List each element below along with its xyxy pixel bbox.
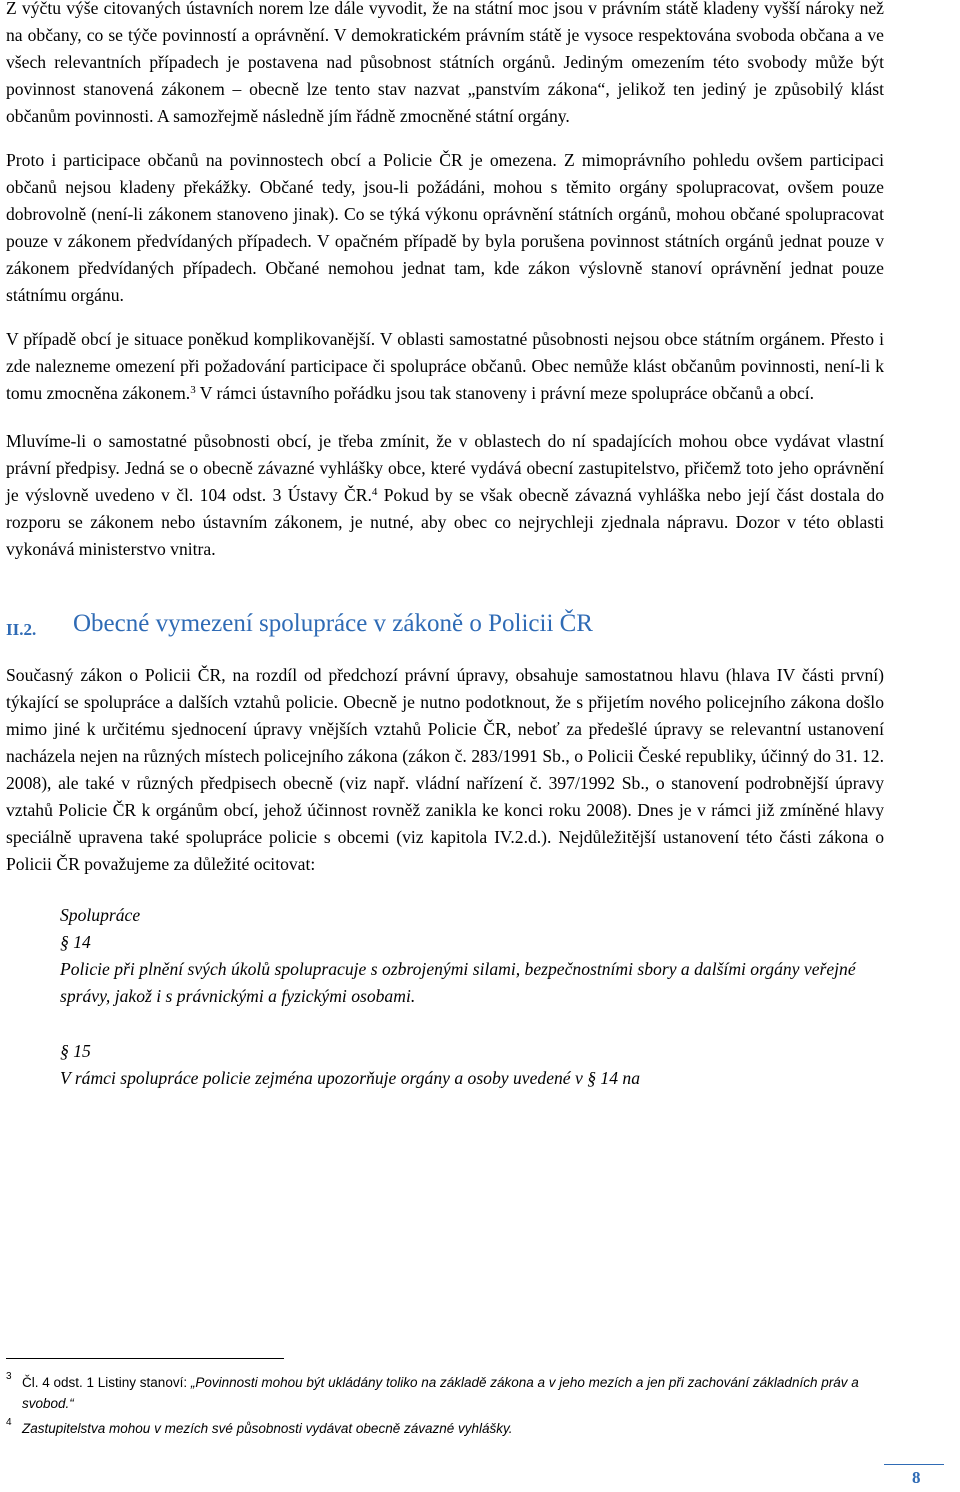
footnote-3-text-a: Čl. 4 odst. 1 Listiny stanoví: [22, 1375, 191, 1390]
footnote-ref-3[interactable]: 3 [190, 384, 196, 396]
paragraph-3-part-b: V rámci ústavního pořádku jsou tak stanoveny i právní meze spolupráce občanů a obcí. [195, 383, 815, 403]
footnote-3 [6, 1372, 886, 1414]
paragraph-4 [6, 428, 884, 563]
paragraph-3 [6, 326, 884, 407]
paragraph-5: Současný zákon o Policii ČR, na rozdíl od předchozí právní úpravy, obsahuje samostatnou hlavu (hlava IV části první) týkající se spolupráce a dalších vztahů policie. Obecně je nutno podotknout, že s přijetím nového policejního zákona došlo mimo jiné k určitému sjednocení úpravy vnějších vztahů Policie ČR, neboť za předešlé úpravy se relevantní ustanovení nacházela nejen na různých místech policejního zákona (zákon č. 283/1991 Sb., o Policii České republiky, účinný do 31. 12. 2008), ale také v různých předpisech obecně (viz např. vládní nařízení č. 397/1992 Sb., o stanovení podrobnější úpravy vztahů Policie ČR k orgánům obcí, jehož účinnost rovněž zanikla ke konci roku 2008). Dnes je v rámci již zmíněné hlavy speciálně upravena také spolupráce policie s obcemi (viz kapitola IV.2.d.). Nejdůležitější ustanovení této části zákona o Policii ČR považujeme za důležité ocitovat: [6, 665, 884, 874]
law-section-14: § 14 [60, 932, 91, 952]
footnote-3-text-b: „Povinnosti mohou být ukládány toliko na základě zákona a v jeho mezích a jen při zachování základních práv a svobod.“ [22, 1375, 859, 1411]
paragraph-4-part-b: Pokud by se však obecně závazná vyhláška nebo její část dostala do rozporu se zákonem nebo ústavním zákonem, je nutné, aby obec co nejrychleji zjednala nápravu. Dozor v této oblasti vykonává ministerstvo vnitra. [6, 485, 884, 559]
page-number: 8 [912, 1468, 921, 1487]
page-number-rule [884, 1464, 944, 1465]
footnote-ref-4[interactable]: 4 [371, 486, 378, 498]
paragraph-1: Z výčtu výše citovaných ústavních norem lze dále vyvodit, že na státní moc jsou v právním státě kladeny vyšší nároky než na občany, co se týče povinností a oprávnění. V demokratickém právním státě je vysoce respektována svoboda občana a ve všech relevantních případech je postavena nad působnost státních orgánů. Jediným omezením této svobody může být povinnost stanovená zákonem – obecně lze tento stav nazvat „panstvím zákona“, jelikož ten jediný je způsobilý klást občanům povinnosti. A samozřejmě následně jím řádně zmocněné státní orgány. [6, 0, 884, 126]
section-number: II.2. [6, 620, 37, 639]
footnote-divider [6, 1358, 284, 1359]
paragraph-2: Proto i participace občanů na povinnostech obcí a Policie ČR je omezena. Z mimoprávního pohledu ovšem participaci občanů nejsou kladeny překážky. Občané tedy, jsou-li požádáni, mohou s těmito orgány spolupracovat, ovšem pouze dobrovolně (není-li zákonem stanoveno jinak). Co se týká výkonu oprávnění státních orgánů, mohou občané spolupracovat pouze v zákonem předvídaných případech. V opačném případě by byla porušena povinnost státních orgánů jednat pouze v zákonem předvídaných případech. Občané nemohou jednat tam, kde zákon výslovně stanoví oprávnění jednat pouze státnímu orgánu. [6, 150, 884, 305]
paragraph-3-part-a: V případě obcí je situace poněkud komplikovanější. V oblasti samostatné působnosti nejsou obce státním orgánem. Přesto i zde nalezneme omezení při požadování participace či spolupráce občanů. Obec nemůže klást občanům povinnosti, není-li k tomu zmocněna zákonem. [6, 329, 884, 403]
law-title: Spolupráce [60, 905, 141, 925]
law-quote [6, 902, 884, 1092]
section-heading [6, 606, 884, 652]
section-title: Obecné vymezení spolupráce v zákoně o Policii ČR [73, 610, 593, 637]
footnote-3-number: 3 [6, 1371, 12, 1382]
paragraph-4-part-a: Mluvíme-li o samostatné působnosti obcí, je třeba zmínit, že v oblastech do ní spadajících mohou obce vydávat vlastní právní předpisy. Jedná se o obecně závazné vyhlášky obce, které vydává obecní zastupitelstvo, přičemž toto jeho oprávnění je výslovně uvedeno v čl. 104 odst. 3 Ústavy ČR. [6, 431, 884, 505]
document-body [6, 0, 884, 1092]
footnote-4-number: 4 [6, 1417, 12, 1428]
law-section-15: § 15 [60, 1041, 91, 1061]
law-text-14: Policie při plnění svých úkolů spolupracuje s ozbrojenými silami, bezpečnostními sbory a dalšími orgány veřejné správy, jakož i s právnickými a fyzickými osobami. [60, 959, 856, 1006]
footnote-4 [6, 1418, 886, 1439]
law-text-15: V rámci spolupráce policie zejména upozorňuje orgány a osoby uvedené v § 14 na [60, 1068, 640, 1088]
footnote-4-text: Zastupitelstva mohou v mezích své působnosti vydávat obecně závazné vyhlášky. [22, 1421, 513, 1436]
